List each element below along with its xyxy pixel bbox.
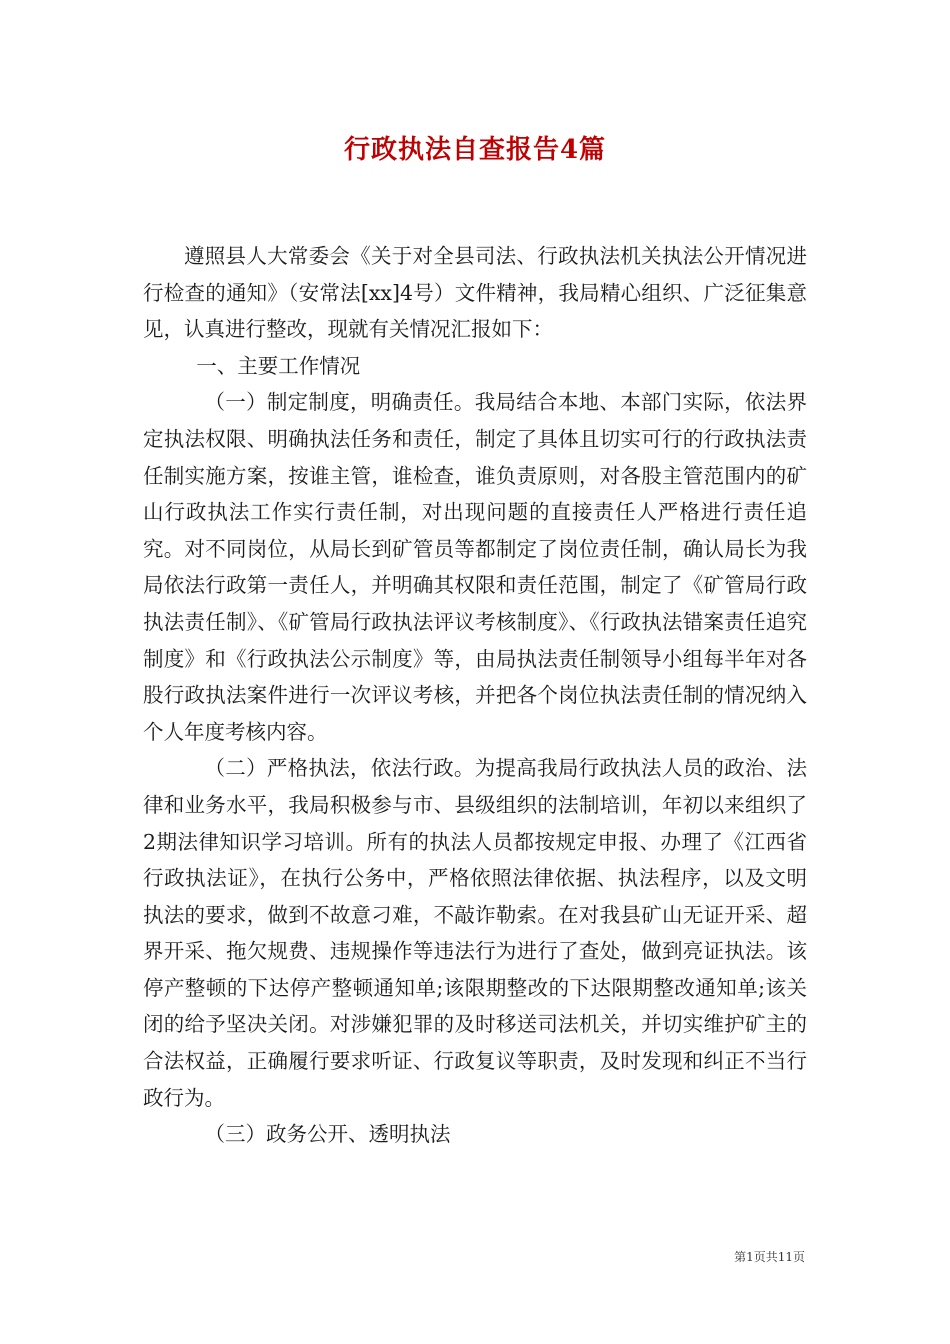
document-body xyxy=(143,238,807,1153)
intro-paragraph: 遵照县人大常委会《关于对全县司法、行政执法机关执法公开情况进行检查的通知》（安常法[xx]4号）文件精神，我局精心组织、广泛征集意见，认真进行整改，现就有关情况汇报如下： xyxy=(143,244,807,342)
subsection-paragraph-1: （一）制定制度，明确责任。我局结合本地、本部门实际，依法界定执法权限、明确执法任务和责任，制定了具体且切实可行的行政执法责任制实施方案，按谁主管，谁检查，谁负责原则，对各股主管范围内的矿山行政执法工作实行责任制，对出现问题的直接责任人严格进行责任追究。对不同岗位，从局长到矿管员等都制定了岗位责任制，确认局长为我局依法行政第一责任人，并明确其权限和责任范围，制定了《矿管局行政执法责任制》、《矿管局行政执法评议考核制度》、《行政执法错案责任追究制度》和《行政执法公示制度》等，由局执法责任制领导小组每半年对各股行政执法案件进行一次评议考核，并把各个岗位执法责任制的情况纳入个人年度考核内容。 xyxy=(143,390,807,744)
section-heading: 一、主要工作情况 xyxy=(196,353,361,378)
subsection-paragraph-2: （二）严格执法，依法行政。为提高我局行政执法人员的政治、法律和业务水平，我局积极参与市、县级组织的法制培训，年初以来组织了2期法律知识学习培训。所有的执法人员都按规定申报、办理了《江西省行政执法证》，在执行公务中，严格依照法律依据、执法程序，以及文明执法的要求，做到不故意刁难，不敲诈勒索。在对我县矿山无证开采、超界开采、拖欠规费、违规操作等违法行为进行了查处，做到亮证执法。该停产整顿的下达停产整顿通知单;该限期整改的下达限期整改通知单;该关闭的给予坚决关闭。对涉嫌犯罪的及时移送司法机关，并切实维护矿主的合法权益，正确履行要求听证、行政复议等职责，及时发现和纠正不当行政行为。 xyxy=(143,756,807,1110)
document-title: 行政执法自查报告4篇 xyxy=(343,135,607,165)
page-footer: 第1页共11页 xyxy=(734,1250,805,1264)
subsection-heading-3: （三）政务公开、透明执法 xyxy=(204,1122,451,1147)
